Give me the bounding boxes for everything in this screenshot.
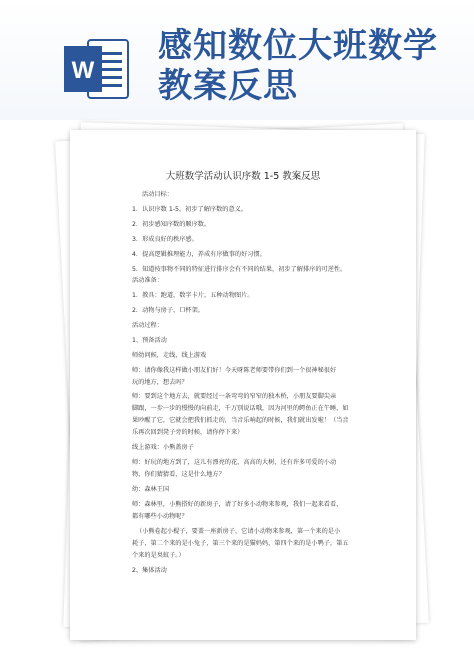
document-title: 大班数学活动认识序数 1-5 教案反思 xyxy=(165,171,321,182)
doc-line: 1．教具：跑道，数字卡片，五种动物图片。 xyxy=(132,292,254,299)
doc-line: 活动目标： xyxy=(142,191,173,198)
doc-line: 活动准备： xyxy=(132,277,163,284)
doc-line: 物，你们猜猜看，这是什么地方？ xyxy=(132,471,225,478)
doc-line: 脚跟，一步一步的慢慢的向前走，千万别说话哦，因为河里的鳄鱼正在午睡，如 xyxy=(132,405,349,412)
doc-line: 活动过程： xyxy=(132,322,163,329)
doc-line: （小熊卷起小棍子，要盖一座新房子，它请小动物来参观，第一个来的是小 xyxy=(136,528,341,535)
header-banner xyxy=(0,0,474,120)
doc-line: 线上游戏：小熊盖房子 xyxy=(132,444,194,451)
doc-line: 幼：森林王国 xyxy=(132,486,170,493)
word-icon-letter: W xyxy=(71,57,95,84)
doc-line: 1、预备活动 xyxy=(132,337,167,344)
doc-line: 师：要到这个地方去，就要经过一条弯弯的窄窄的独木桥，小朋友要脚尖亲 xyxy=(132,393,337,400)
doc-line: 4．提高逻辑推理能力，养成有序做事的好习惯。 xyxy=(132,251,266,258)
doc-line: 1．认识序数 1-5，初步了解序数的意义。 xyxy=(132,206,248,213)
doc-line: 个来的是臭蚊子。） xyxy=(132,552,185,559)
doc-line: 乐再次回到凳子旁的时候，请你停下来） xyxy=(132,429,244,436)
doc-line: 2．动物与房子，口杯架。 xyxy=(132,307,204,314)
word-document-icon xyxy=(62,38,130,100)
doc-line: 师：森林里，小熊搭好的新房子，请了好多小动物来参观，我们一起来看看， xyxy=(132,501,343,508)
page-title: 感知数位大班数学教案反思 xyxy=(158,26,438,106)
doc-line: 玩的地方，想去吗？ xyxy=(132,379,188,386)
doc-line: 果吵醒了它，它就会把我们抓走的，当音乐响起的时候，我们就出发啦！（当音 xyxy=(132,417,349,424)
doc-line: 都有哪些小动物呢？ xyxy=(132,513,188,520)
doc-line: 2．初步感知序数的顺序数。 xyxy=(132,221,211,228)
doc-line: 师：好玩的地方到了，这儿有漂亮的花，高高的大树，还有许多可爱的小动 xyxy=(132,459,337,466)
doc-line: 师：请你像我这样做小朋友们好！今天呀陈老师要带你们到一个很神秘很好 xyxy=(132,367,337,374)
document-page xyxy=(70,130,416,640)
doc-line: 5．知道按事物不同的特征进行排序会有不同的结果，初步了解排序的可逆性。 xyxy=(132,266,347,273)
doc-line: 2、集体活动 xyxy=(132,567,167,574)
doc-line: 耗子，第二个来的是小兔子，第三个来的是猫妈妈，第四个来的是小鸭子，第五 xyxy=(132,540,349,547)
doc-line: 3．形成良好的秩序感。 xyxy=(132,236,198,243)
doc-line: 师幼问候，走线，线上游戏 xyxy=(132,352,207,359)
